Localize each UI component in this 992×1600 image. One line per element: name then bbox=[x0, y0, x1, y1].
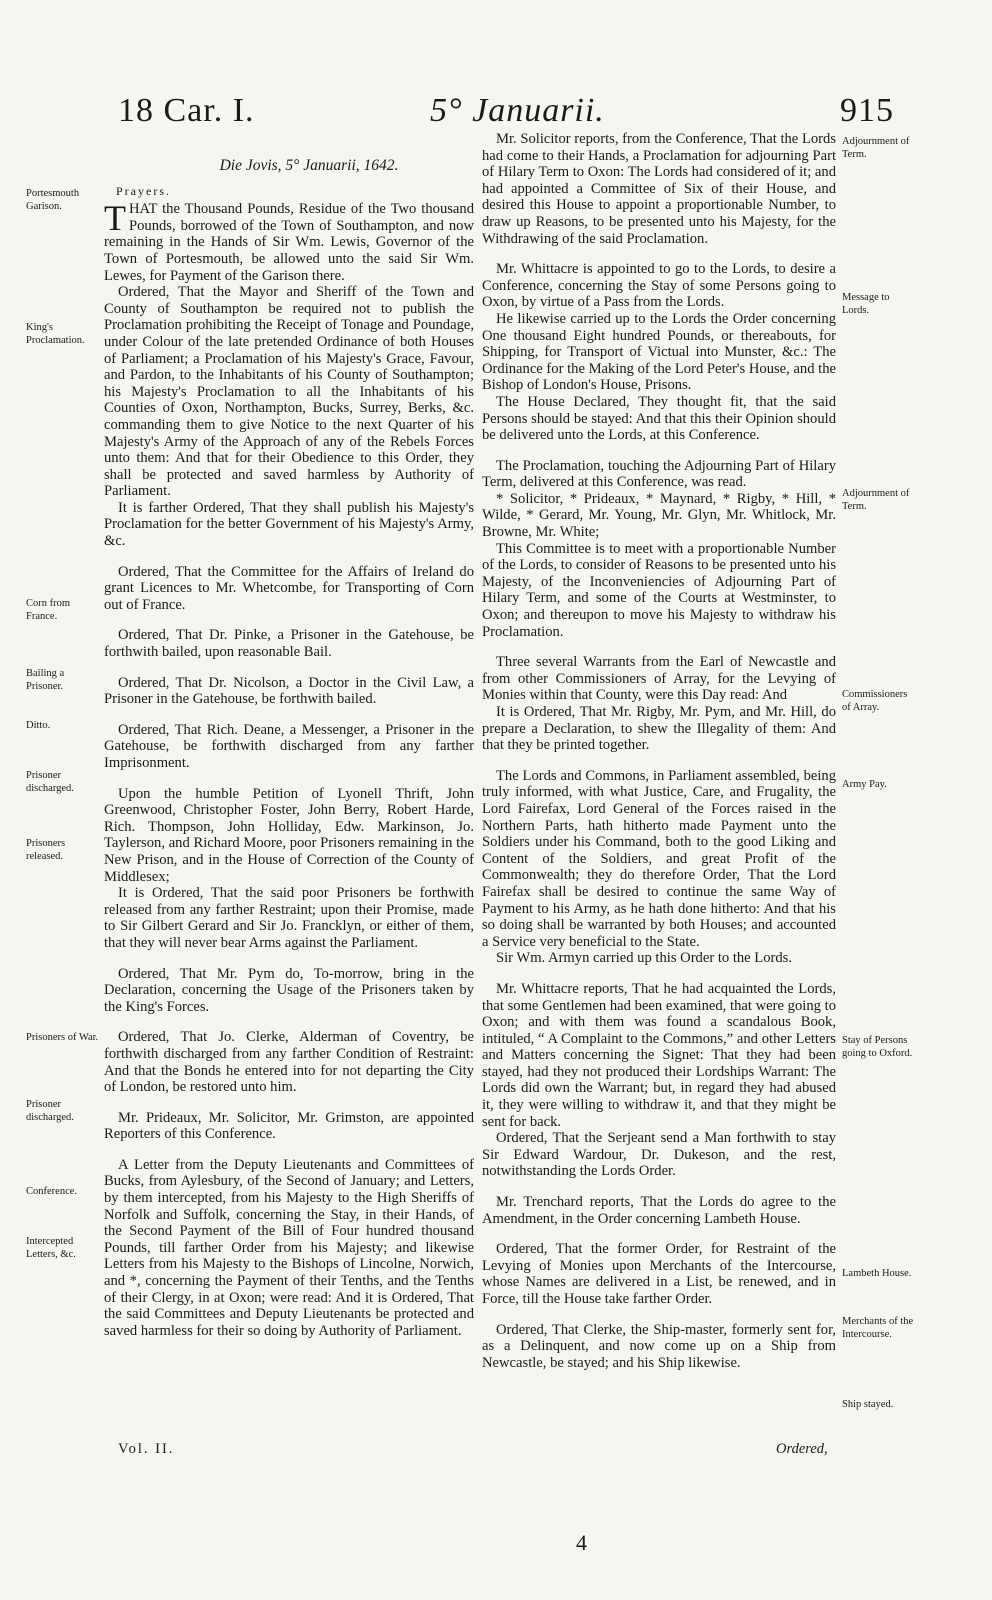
session-title: Die Jovis, 5° Januarii, 1642. bbox=[219, 157, 399, 174]
entry-paragraph: Ordered, That the Committee for the Affairs of Ireland do grant Licences to Mr. Whetcombe, for Transporting of Corn out of France. bbox=[104, 563, 474, 613]
entry-paragraph: Ordered, That Clerke, the Ship-master, formerly sent for, as a Delinquent, and now come up on a Ship from Newcastle, be stayed; and his Ship likewise. bbox=[482, 1321, 836, 1371]
running-head-reign: 18 Car. I. bbox=[118, 92, 255, 129]
entry-paragraph: Ordered, That Dr. Pinke, a Prisoner in the Gatehouse, be forthwith bailed, upon reasonable Bail. bbox=[104, 627, 474, 661]
entry-paragraph: Ordered, That the former Order, for Restraint of the Levying of Monies upon Merchants of the Intercourse, whose Names are delivered in a List, be renewed, and in Force, till the House take farther Order. bbox=[482, 1241, 836, 1307]
page-number: 915 bbox=[840, 92, 894, 129]
entry-paragraph: It is farther Ordered, That they shall publish his Majesty's Proclamation for the better Government of his Majesty's Army, &c. bbox=[104, 499, 474, 550]
margin-note: Prisoner discharged. bbox=[26, 770, 74, 794]
margin-note: Commissioners of Array. bbox=[842, 689, 908, 713]
entry-paragraph: Mr. Whittacre is appointed to go to the Lords, to desire a Conference, concerning the Stay of some Persons going to Oxon, by virtue of a Pass from the Lords. bbox=[482, 261, 836, 311]
margin-note: Stay of Persons going to Oxford. bbox=[842, 1035, 913, 1059]
margin-note: Prisoners of War. bbox=[26, 1032, 99, 1043]
volume-footer: Vol. II. bbox=[118, 1441, 175, 1457]
signature-mark: 4 bbox=[576, 1530, 587, 1555]
margin-note: Prisoners released. bbox=[26, 838, 66, 862]
entry-paragraph: Mr. Whittacre reports, That he had acquainted the Lords, that some Gentlemen had been examined, that were going to Oxon; and with them was found a scandalous Book, intituled, “ A Complaint to the Commons,” and other Letters and Matters concerning the Signet: That they had been stayed, had they not produced their Lordships Warrant: The Lords did own the Warrant; but, in regard they had abused it, they were willing to withdraw it, and that they might be sent for back. bbox=[482, 980, 836, 1130]
entry-paragraph: Ordered, That the Serjeant send a Man forthwith to stay Sir Edward Wardour, Dr. Dukeson, and the rest, notwithstanding the Lords Order. bbox=[482, 1130, 836, 1180]
left-column bbox=[104, 158, 474, 1339]
entry-paragraph: This Committee is to meet with a proportionable Number of the Lords, to consider of Reasons to be presented unto his Majesty, of the Inconveniencies of Adjourning Part of Hilary Term, and some of the Courts at Westminster, to Oxon; and thereupon to move his Majesty to withdraw his Proclamation. bbox=[482, 540, 836, 640]
margin-note: Portesmouth Garison. bbox=[26, 188, 80, 212]
entry-paragraph: Sir Wm. Armyn carried up this Order to the Lords. bbox=[496, 950, 793, 967]
margin-note: Corn from France. bbox=[26, 598, 71, 622]
margin-note: Intercepted Letters, &c. bbox=[26, 1236, 76, 1260]
entry-paragraph: Mr. Prideaux, Mr. Solicitor, Mr. Grimston, are appointed Reporters of this Conference. bbox=[104, 1109, 474, 1143]
margin-note: Conference. bbox=[26, 1186, 78, 1197]
entry-paragraph: A Letter from the Deputy Lieutenants and Committees of Bucks, from Aylesbury, of the Second of January; and Letters, by them intercepted, from his Majesty to the High Sheriffs of Norfolk and Suffolk, concerning the Stay, in their Hands, of the Second Payment of the Bill of Four hundred thousand Pounds, till farther Order from his Majesty; and likewise Letters from his Majesty to the Bishops of Lincolne, Norwich, and *, concerning the Payment of their Tenths, and the Tenths of their Clergy, in at Oxon; were read: And it is Ordered, That the said Committees and Deputy Lieutenants be protected and saved harmless for their so doing by Authority of Parliament. bbox=[104, 1156, 474, 1339]
prayers-heading: Prayers. bbox=[116, 183, 171, 198]
catchword: Ordered, bbox=[776, 1441, 828, 1457]
margin-note: Army Pay. bbox=[842, 779, 887, 790]
entry-paragraph: Upon the humble Petition of Lyonell Thrift, John Greenwood, Christopher Foster, John Berry, Robert Harde, Rich. Thompson, John Holliday, Edw. Markinson, Jo. Taylerson, and Richard Moore, poor Prisoners remaining in the New Prison, and in the House of Correction of the County of Middlesex; bbox=[104, 785, 474, 885]
margin-note: King's Proclamation. bbox=[26, 322, 85, 346]
entry-paragraph: Mr. Trenchard reports, That the Lords do agree to the Amendment, in the Order concerning Lambeth House. bbox=[482, 1194, 836, 1227]
entry-paragraph: It is Ordered, That Mr. Rigby, Mr. Pym, and Mr. Hill, do prepare a Declaration, to shew the Illegality of them: And that they be printed together. bbox=[482, 704, 836, 754]
entry-paragraph: Ordered, That Dr. Nicolson, a Doctor in the Civil Law, a Prisoner in the Gatehouse, be forthwith bailed. bbox=[104, 674, 474, 708]
margin-note: Bailing a Prisoner. bbox=[26, 668, 65, 692]
margin-note: Merchants of the Intercourse. bbox=[842, 1316, 914, 1340]
entry-paragraph: He likewise carried up to the Lords the Order concerning One thousand Eight hundred Pounds, or thereabouts, for Shipping, for Transport of Victual into Munster, &c.: The Ordinance for the Making of the Lord Peter's House, and the Bishop of London's House, Prisons. bbox=[482, 310, 836, 394]
margin-note: Prisoner discharged. bbox=[26, 1099, 74, 1123]
entry-paragraph: The House Declared, They thought fit, that the said Persons should be stayed: And that this their Opinion should be delivered unto the Lords, at this Conference. bbox=[482, 393, 836, 444]
right-column bbox=[482, 131, 836, 1371]
entry-paragraph: Mr. Solicitor reports, from the Conference, That the Lords had come to their Hands, a Proclamation for adjourning Part of Hilary Term to Oxon: The Lords had considered of it; and had appointed a Committee of Six of their House, and desired this House to appoint a proportionable Number, to draw up Reasons, to be presented unto his Majesty, for the Withdrawing of the said Proclamation. bbox=[482, 131, 836, 247]
entry-paragraph: Ordered, That the Mayor and Sheriff of the Town and County of Southampton be required not to publish the Proclamation prohibiting the Receipt of Tonage and Poundage, under Colour of the late pretended Ordinance of both Houses of Parliament; a Proclamation of his Majesty's Grace, Favour, and Pardon, to the Inhabitants of his County of Southampton; his Majesty's Proclamation to all the Inhabitants of his Counties of Oxon, Northampton, Bucks, Surrey, Berks, &c. commanding them to give Notice to the next Quarter of his Majesty's Army of the Approach of any of the Rebels Forces unto them: And that for their Obedience to this Order, they shall be protected and saved harmless by Authority of Parliament. bbox=[104, 284, 474, 500]
margin-note: Lambeth House. bbox=[842, 1268, 912, 1279]
entry-paragraph: It is Ordered, That the said poor Prisoners be forthwith released from any farther Restraint; upon their Promise, made to Sir Gilbert Gerard and Sir Jo. Francklyn, or either of them, that they will never bear Arms against the Parliament. bbox=[104, 885, 474, 951]
entry-paragraph: The Lords and Commons, in Parliament assembled, being truly informed, with what Justice, Care, and Frugality, the Lord Fairefax, Lord General of the Forces raised in the Northern Parts, hath hitherto made Payment unto the Soldiers under his Command, both to the good Liking and Content of the Soldiers, and great Profit of the Commonwealth; they do therefore Order, That the Lord Fairefax shall be desired to continue the same Way of Payment to his Army, as he hath done hitherto: And that his so doing shall be warranted by both Houses; and accounted a Service very beneficial to the State. bbox=[482, 767, 836, 950]
margin-note: Adjournment of Term. bbox=[842, 488, 910, 512]
entry-paragraph: Ordered, That Rich. Deane, a Messenger, a Prisoner in the Gatehouse, be forthwith discharged from any farther Imprisonment. bbox=[104, 721, 474, 771]
entry-paragraph: * Solicitor, * Prideaux, * Maynard, * Rigby, * Hill, * Wilde, * Gerard, Mr. Young, Mr. Glyn, Mr. Whitlock, Mr. Browne, Mr. White; bbox=[482, 490, 836, 541]
margin-note: Adjournment of Term. bbox=[842, 136, 910, 160]
entry-paragraph: THAT the Thousand Pounds, Residue of the Two thousand Pounds, borrowed of the Town of Southampton, and now remaining in the Hands of Sir Wm. Lewis, Governor of the Town of Portesmouth, be allowed unto the said Sir Wm. Lewes, for Payment of the Garison there. bbox=[104, 198, 474, 284]
entry-paragraph: Ordered, That Mr. Pym do, To-morrow, bring in the Declaration, concerning the Usage of the Prisoners taken by the King's Forces. bbox=[104, 965, 474, 1015]
margin-note: Message to Lords. bbox=[842, 292, 890, 316]
entry-paragraph: Ordered, That Jo. Clerke, Alderman of Coventry, be forthwith discharged from any farther Condition of Restraint: And that the Bonds he entered into for not departing the City of London, be restored unto him. bbox=[104, 1029, 474, 1096]
entry-paragraph: Three several Warrants from the Earl of Newcastle and from other Commissioners of Array, for the Levying of Monies within that County, were this Day read: And bbox=[482, 654, 836, 704]
margin-note: Ditto. bbox=[26, 720, 51, 731]
margin-note: Ship stayed. bbox=[842, 1399, 894, 1410]
entry-paragraph: The Proclamation, touching the Adjourning Part of Hilary Term, delivered at this Conference, was read. bbox=[482, 457, 836, 491]
running-head-date: 5° Januarii. bbox=[430, 92, 605, 129]
